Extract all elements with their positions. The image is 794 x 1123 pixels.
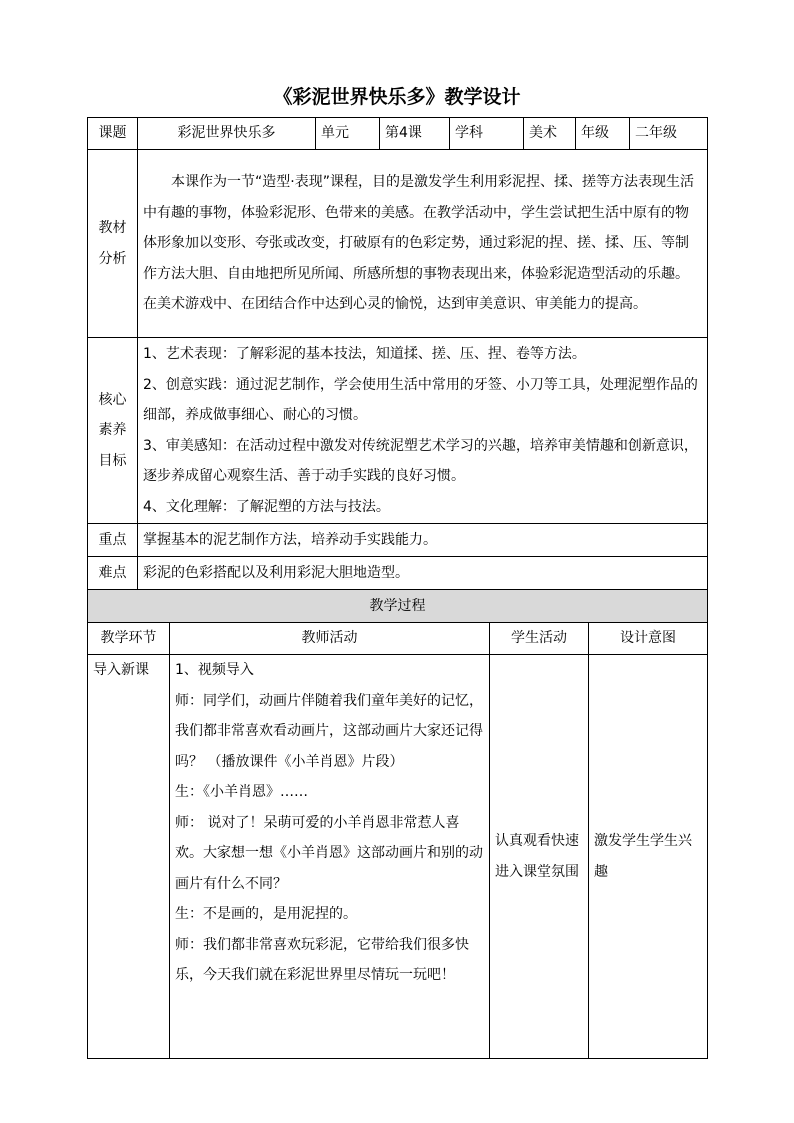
- teacher-activity: [170, 655, 490, 1059]
- student-activity: 认真观看快速进入课堂氛围: [490, 655, 589, 1059]
- process-columns-row: [88, 623, 708, 655]
- core-label-line2: 素养: [98, 422, 127, 439]
- stage-cell: 导入新课: [88, 655, 170, 1059]
- teacher-line: 生：《小羊肖恩》……: [175, 784, 308, 800]
- analysis-row: [88, 150, 708, 338]
- grade-label: 年级: [576, 118, 630, 150]
- subject-label: 学科: [450, 118, 524, 150]
- lesson-info-table: [87, 117, 708, 590]
- analysis-text: 本课作为一节“造型·表现”课程，目的是激发学生利用彩泥捏、揉、搓等方法表现生活中有趣的事物，体验彩泥形、色带来的美感。在教学活动中，学生尝试把生活中原有的物体形象加以变形、夸张或改变，打破原有的色彩定势，通过彩泥的捏、搓、揉、压、等制作方法大胆、自由地把所见所闻、所感所想的事物表现出来，体验彩泥造型活动的乐趣。在美术游戏中、在团结合作中达到心灵的愉悦，达到审美意识、审美能力的提高。: [138, 150, 708, 338]
- difficulty-row: [88, 557, 708, 590]
- analysis-label: [88, 150, 138, 338]
- core-goal-item: 3、审美感知：在活动过程中激发对传统泥塑艺术学习的兴趣，培养审美情趣和创新意识，逐步养成留心观察生活、善于动手实践的良好习惯。: [143, 437, 698, 484]
- key-point-text: 掌握基本的泥艺制作方法，培养动手实践能力。: [138, 524, 708, 557]
- column-stage: 教学环节: [88, 623, 170, 655]
- key-point-row: [88, 524, 708, 557]
- unit-label: 单元: [316, 118, 380, 150]
- process-heading-row: [88, 590, 708, 623]
- core-goals: [138, 338, 708, 524]
- teacher-line: 师：同学们，动画片伴随着我们童年美好的记忆，我们都非常喜欢看动画片，这部动画片大家还记得吗？ （播放课件《小羊肖恩》片段）: [175, 692, 483, 770]
- core-label: [88, 338, 138, 524]
- design-intent: 激发学生学生兴趣: [589, 655, 708, 1059]
- column-intent: 设计意图: [589, 623, 708, 655]
- difficulty-label: 难点: [88, 557, 138, 590]
- header-row: [88, 118, 708, 150]
- column-teacher: 教师活动: [170, 623, 490, 655]
- unit-value: 第4课: [380, 118, 450, 150]
- teacher-line: 1、视频导入: [175, 662, 254, 678]
- teacher-line: 生：不是画的，是用泥捏的。: [175, 906, 357, 922]
- teacher-line: 师：我们都非常喜欢玩彩泥，它带给我们很多快乐，今天我们就在彩泥世界里尽情玩一玩吧！: [175, 936, 469, 983]
- subject-value: 美术: [524, 118, 576, 150]
- core-goal-item: 2、创意实践：通过泥艺制作，学会使用生活中常用的牙签、小刀等工具，处理泥塑作品的细部，养成做事细心、耐心的习惯。: [143, 376, 698, 423]
- core-row: [88, 338, 708, 524]
- analysis-label-line2: 分析: [98, 250, 127, 267]
- process-table: [87, 589, 708, 1059]
- document-title: 《彩泥世界快乐多》教学设计: [273, 86, 521, 108]
- core-goal-item: 1、艺术表现：了解彩泥的基本技法，知道揉、搓、压、捏、卷等方法。: [143, 346, 586, 362]
- process-row: [88, 655, 708, 1059]
- teacher-line: 师： 说对了！呆萌可爱的小羊肖恩非常惹人喜欢。大家想一想《小羊肖恩》这部动画片和别的动画片有什么不同？: [175, 814, 483, 892]
- analysis-label-line1: 教材: [98, 220, 127, 236]
- core-goal-item: 4、文化理解：了解泥塑的方法与技法。: [143, 498, 390, 515]
- lesson-value: 彩泥世界快乐多: [138, 118, 316, 150]
- lesson-label: 课题: [88, 118, 138, 150]
- core-label-line3: 目标: [98, 452, 127, 469]
- column-student: 学生活动: [490, 623, 589, 655]
- grade-value: 二年级: [630, 118, 708, 150]
- key-point-label: 重点: [88, 524, 138, 557]
- core-label-line1: 核心: [98, 391, 127, 408]
- process-heading: 教学过程: [88, 590, 708, 623]
- difficulty-text: 彩泥的色彩搭配以及利用彩泥大胆地造型。: [138, 557, 708, 590]
